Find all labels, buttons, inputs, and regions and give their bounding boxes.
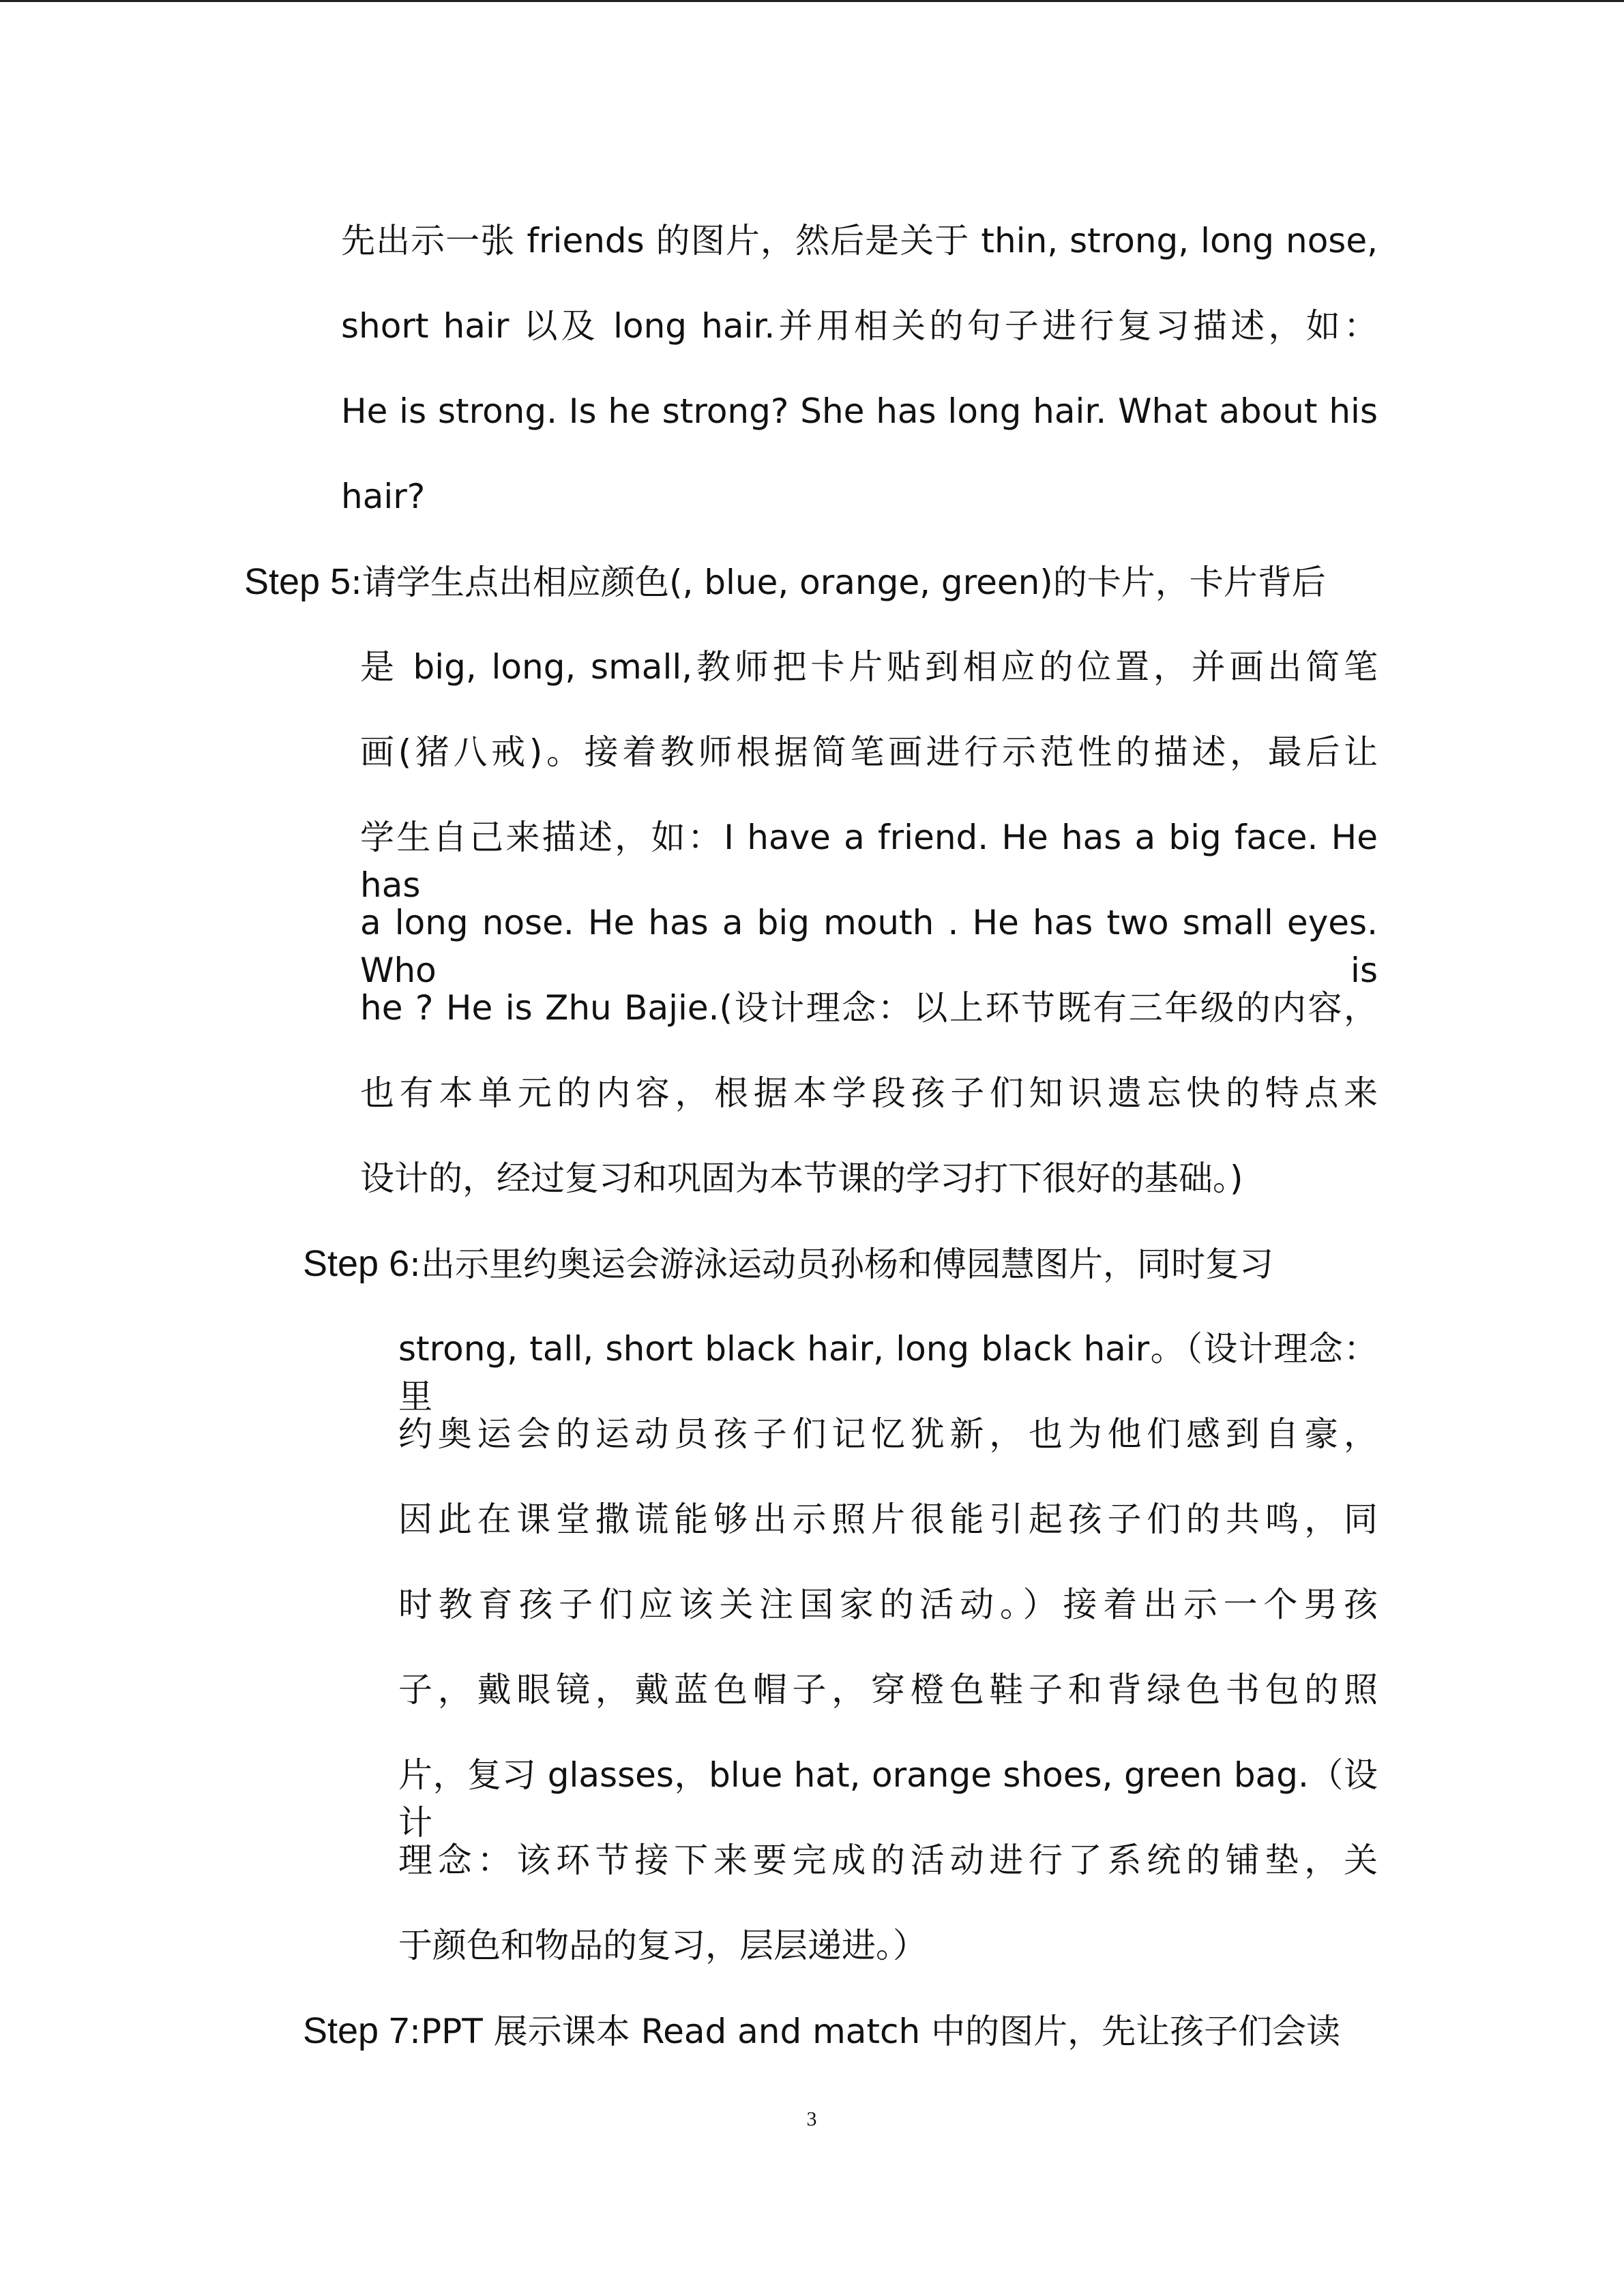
intro-line-2: short hair 以及 long hair.并用相关的句子进行复习描述，如：: [341, 306, 1378, 346]
step5-line-2: 是 big, long, small,教师把卡片贴到相应的位置，并画出简笔: [360, 647, 1378, 687]
intro-line-1: 先出示一张 friends 的图片，然后是关于 thin, strong, long nose,: [341, 221, 1378, 260]
step5-line-8: 设计的，经过复习和巩固为本节课的学习打下很好的基础。): [360, 1159, 1243, 1198]
step6-line-9: 于颜色和物品的复习，层层递进。）: [398, 1926, 927, 1965]
step5-line-6: he ? He is Zhu Bajie.(设计理念：以上环节既有三年级的内容，: [360, 988, 1378, 1028]
step5-first-text: :请学生点出相应颜色(, blue, orange, green)的卡片，卡片背后: [351, 563, 1326, 602]
step5-line-4: 学生自己来描述，如：I have a friend. He has a big face. He has: [360, 818, 1378, 905]
step6-line-8: 理念：该环节接下来要完成的活动进行了系统的铺垫，关: [398, 1840, 1378, 1880]
step5-first-line: [244, 558, 1378, 606]
step6-first-text: :出示里约奥运会游泳运动员孙杨和傅园慧图片，同时复习: [409, 1244, 1273, 1284]
step6-line-5: 时教育孩子们应该关注国家的活动。）接着出示一个男孩: [398, 1585, 1378, 1624]
step6-line-2: strong, tall, short black hair, long black hair。（设计理念：里: [398, 1329, 1378, 1416]
step7-first-text: :PPT 展示课本 Read and match 中的图片，先让孩子们会读: [409, 2012, 1341, 2051]
step6-line-4: 因此在课堂撒谎能够出示照片很能引起孩子们的共鸣，同: [398, 1500, 1378, 1539]
step5-label: Step 5: [244, 561, 351, 602]
step6-line-3: 约奥运会的运动员孩子们记忆犹新，也为他们感到自豪，: [398, 1414, 1378, 1454]
step7-label: Step 7: [303, 2010, 410, 2051]
step5-line-7: 也有本单元的内容，根据本学段孩子们知识遗忘快的特点来: [360, 1073, 1378, 1113]
step6-first-line: [303, 1240, 1378, 1287]
step5-line-3: 画(猪八戒)。接着教师根据简笔画进行示范性的描述，最后让: [360, 732, 1378, 772]
page-number: 3: [806, 2108, 817, 2130]
step7-first-line: [303, 2007, 1378, 2055]
step6-line-7: 片，复习 glasses，blue hat, orange shoes, green bag.（设计: [398, 1755, 1378, 1843]
intro-line-3: He is strong. Is he strong? She has long hair. What about his: [341, 391, 1378, 431]
step6-label: Step 6: [303, 1243, 410, 1284]
step6-line-6: 子，戴眼镜，戴蓝色帽子，穿橙色鞋子和背绿色书包的照: [398, 1670, 1378, 1710]
intro-line-4: hair?: [341, 477, 426, 516]
step5-line-5: a long nose. He has a big mouth . He has two small eyes. Who is: [360, 903, 1378, 990]
